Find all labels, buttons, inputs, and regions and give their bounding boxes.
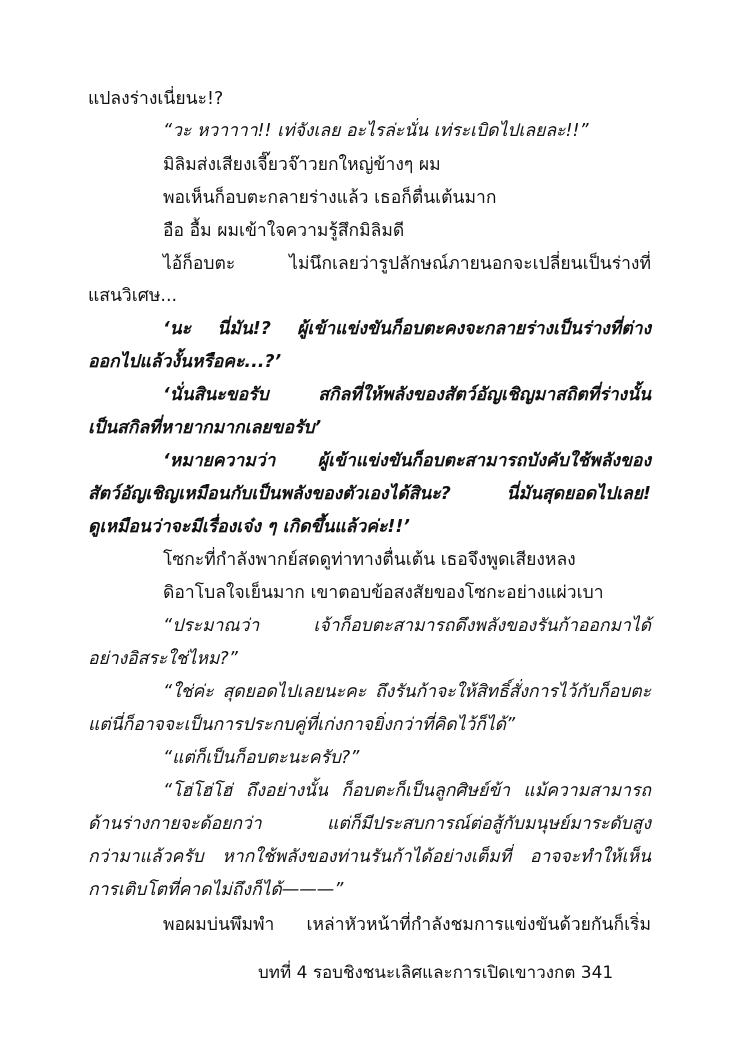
- text-line: พอเห็นก็อบตะกลายร่างแล้ว เธอก็ตื่นเต้นมาก: [163, 188, 497, 208]
- dialogue-line: อย่างอิสระใช่ไหม?”: [88, 649, 238, 669]
- dialogue-line: ด้านร่างกายจะด้อยกว่า แต่ก็มีประสบการณ์ต่อสู้กับมนุษย์มาระดับสูง: [88, 814, 651, 834]
- commentary-line: ‘นะ นี่มัน!? ผู้เข้าแข่งขันก็อบตะคงจะกลายร่างเป็นร่างที่ต่าง: [163, 319, 651, 339]
- commentary-line: ดูเหมือนว่าจะมีเรื่องเจ๋ง ๆ เกิดขึ้นแล้วค่ะ!!’: [88, 517, 410, 537]
- dialogue-line: “วะ หวาาาา!! เท่จังเลย อะไรล่ะนั่น เท่ระเบิดไปเลยละ!!”: [163, 121, 589, 141]
- dialogue-line: กว่ามาแล้วครับ หากใช้พลังของท่านรันก้าได้อย่างเต็มที่ อาจจะทำให้เห็น: [88, 847, 651, 867]
- dialogue-line: “ประมาณว่า เจ้าก็อบตะสามารถดึงพลังของรันก้าออกมาได้: [163, 616, 651, 636]
- dialogue-line: “โฮ่โฮ่โฮ่ ถึงอย่างนั้น ก็อบตะก็เป็นลูกศิษย์ข้า แม้ความสามารถ: [163, 781, 651, 801]
- dialogue-line: แต่นี่ก็อาจจะเป็นการประกบคู่ที่เก่งกาจยิ่งกว่าที่คิดไว้ก็ได้”: [88, 715, 516, 735]
- text-line: ไอ้ก็อบตะ ไม่นึกเลยว่ารูปลักษณ์ภายนอกจะเปลี่ยนเป็นร่างที่: [163, 254, 651, 274]
- commentary-line: ‘หมายความว่า ผู้เข้าแข่งขันก็อบตะสามารถบังคับใช้พลังของ: [163, 451, 651, 471]
- commentary-line: เป็นสกิลที่หายากมากเลยขอรับ’: [88, 418, 322, 438]
- dialogue-line: “แต่ก็เป็นก็อบตะนะครับ?”: [163, 748, 360, 768]
- text-line: ดิอาโบลใจเย็นมาก เขาตอบข้อสงสัยของโซกะอย่างแผ่วเบา: [163, 583, 604, 603]
- commentary-line: สัตว์อัญเชิญเหมือนกับเป็นพลังของตัวเองได้สินะ? นี่มันสุดยอดไปเลย!: [88, 484, 651, 504]
- text-line: โซกะที่กำลังพากย์สดดูท่าทางตื่นเต้น เธอจึงพูดเสียงหลง: [163, 550, 576, 570]
- text-line: พอผมบ่นพึมพำ เหล่าหัวหน้าที่กำลังชมการแข่งขันด้วยกันก็เริ่ม: [163, 915, 651, 935]
- dialogue-line: การเติบโตที่คาดไม่ถึงก็ได้———”: [88, 880, 344, 900]
- text-line: อือ อื้ม ผมเข้าใจความรู้สึกมิลิมดี: [163, 221, 405, 241]
- text-line: แสนวิเศษ...: [88, 286, 178, 306]
- commentary-line: ‘นั่นสินะขอรับ สกิลที่ให้พลังของสัตว์อัญเชิญมาสถิตที่ร่างนั้น: [163, 385, 651, 405]
- text-line: มิลิมส่งเสียงเจี๊ยวจ๊าวยกใหญ่ข้างๆ ผม: [163, 155, 441, 175]
- commentary-line: ออกไปแล้วงั้นหรือคะ...?’: [88, 352, 282, 372]
- page-footer: บทที่ 4 รอบชิงชนะเลิศและการเปิดเขาวงกต 341: [258, 963, 614, 983]
- text-line: แปลงร่างเนี่ยนะ!?: [88, 89, 224, 109]
- dialogue-line: “ใช่ค่ะ สุดยอดไปเลยนะคะ ถึงรันก้าจะให้สิทธิ์สั่งการไว้กับก็อบตะ: [163, 682, 651, 702]
